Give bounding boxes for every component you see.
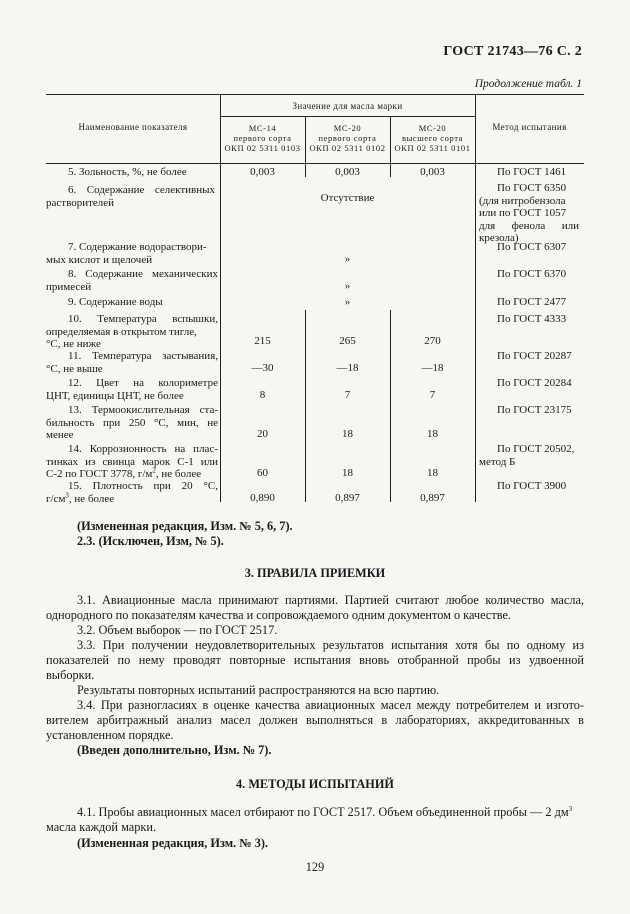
row-6-name: 6. Содержание селективных растворителей bbox=[46, 184, 215, 209]
row-13-value-3: 18 bbox=[427, 428, 438, 440]
row-5-value-2: 0,003 bbox=[335, 166, 360, 178]
grade-header-1: МС-14 первого сорта ОКП 02 5311 0103 bbox=[224, 123, 301, 153]
column-header-name: Наименование показателя bbox=[78, 122, 188, 132]
section-4-amendment-note: (Измененная редакция, Изм. № 3). bbox=[77, 836, 269, 850]
row-7-value-merged: » bbox=[344, 253, 351, 265]
row-12-method: По ГОСТ 20284 bbox=[497, 377, 572, 389]
row-5-value-1: 0,003 bbox=[250, 166, 275, 178]
row-6-value-merged: Отсутствие bbox=[320, 192, 375, 204]
table-continuation-label: Продолжение табл. 1 bbox=[474, 78, 582, 90]
row-6-method: По ГОСТ 6350 (для нитробензола или по ГОСТ 1057 для фенола или крезола) bbox=[479, 182, 579, 244]
section-3-paragraph-results: Результаты повторных испытаний распространяются на всю партию. bbox=[77, 683, 440, 697]
row-15-value-1: 0,890 bbox=[250, 492, 275, 504]
row-9-name: 9. Содержание воды bbox=[68, 296, 163, 308]
section-4-title: 4. МЕТОДЫ ИСПЫТАНИЙ bbox=[236, 777, 394, 791]
column-header-values-group: Значение для масла марки bbox=[292, 101, 403, 111]
row-11-name: 11. Температура застывания, °С, не выше bbox=[46, 350, 218, 375]
row-14-name: 14. Коррозионность на плас- тинках из свинца марок С-1 или С-2 по ГОСТ 3778, $г/м^2$, не более bbox=[46, 443, 218, 480]
row-12-value-2: 7 bbox=[344, 389, 351, 401]
row-11-value-1: —30 bbox=[251, 362, 274, 374]
section-3-paragraph-3-2: 3.2. Объем выборок — по ГОСТ 2517. bbox=[77, 623, 278, 637]
row-13-method: По ГОСТ 23175 bbox=[497, 404, 572, 416]
amendment-note-1: (Измененная редакция, Изм. № 5, 6, 7). bbox=[77, 519, 293, 533]
row-7-name: 7. Содержание водораствори- мых кислот и щелочей bbox=[46, 241, 207, 266]
page-number: 129 bbox=[305, 860, 325, 874]
row-8-value-merged: » bbox=[344, 280, 351, 292]
row-7-method: По ГОСТ 6307 bbox=[497, 241, 567, 253]
row-12-value-1: 8 bbox=[259, 389, 266, 401]
row-14-value-3: 18 bbox=[427, 467, 438, 479]
row-10-method: По ГОСТ 4333 bbox=[497, 313, 567, 325]
row-14-method: По ГОСТ 20502, метод Б bbox=[479, 443, 575, 468]
row-11-value-3: —18 bbox=[421, 362, 444, 374]
row-13-value-1: 20 bbox=[257, 428, 268, 440]
row-10-value-2: 265 bbox=[339, 335, 356, 347]
section-3-paragraph-3-4: 3.4. При разногласиях в оценке качества авиационных масел между потребителем и изгото- вителем арбитражный анализ масел должен выполняться в лабораториях, аккредитованных в установленном порядке. bbox=[46, 698, 584, 742]
row-10-value-3: 270 bbox=[424, 335, 441, 347]
column-header-method: Метод испытания bbox=[492, 122, 567, 132]
row-15-method: По ГОСТ 3900 bbox=[497, 480, 567, 492]
section-3-amendment-note: (Введен дополнительно, Изм. № 7). bbox=[77, 743, 272, 757]
row-14-value-2: 18 bbox=[342, 467, 353, 479]
grade-header-3: МС-20 высшего сорта ОКП 02 5311 0101 bbox=[394, 123, 471, 153]
row-9-method: По ГОСТ 2477 bbox=[497, 296, 567, 308]
row-8-name: 8. Содержание механических примесей bbox=[46, 268, 218, 293]
row-15-name: 15. Плотность при 20 °С, $г/см^3$, не более bbox=[46, 480, 218, 505]
row-15-value-2: 0,897 bbox=[335, 492, 360, 504]
section-3-paragraph-3-1: 3.1. Авиационные масла принимают партиями. Партией считают любое количество масла, однородного по показателям качества и сопровождаемого одним документом о качестве. bbox=[46, 593, 584, 622]
row-15-value-3: 0,897 bbox=[420, 492, 445, 504]
grade-header-2: МС-20 первого сорта ОКП 02 5311 0102 bbox=[309, 123, 386, 153]
row-14-value-1: 60 bbox=[257, 467, 268, 479]
row-13-value-2: 18 bbox=[342, 428, 353, 440]
row-11-value-2: —18 bbox=[336, 362, 359, 374]
row-5-value-3: 0,003 bbox=[420, 166, 445, 178]
row-10-value-1: 215 bbox=[254, 335, 271, 347]
section-3-paragraph-3-3: 3.3. При получении неудовлетворительных результатов испытания хотя бы по одному из показателей по нему проводят повторные испытания вновь отобранной пробы из удвоенной выборки. bbox=[46, 638, 584, 682]
amendment-note-2: 2.3. (Исключен, Изм, № 5). bbox=[77, 534, 224, 548]
section-4-paragraph-4-1: 4.1. Пробы авиационных масел отбирают по ГОСТ 2517. Объем объединенной пробы — 2 $дм^3$ масла каждой марки. bbox=[46, 804, 573, 834]
row-9-value-merged: » bbox=[344, 296, 351, 308]
section-3-title: 3. ПРАВИЛА ПРИЕМКИ bbox=[244, 566, 386, 580]
row-12-name: 12. Цвет на колориметре ЦНТ, единицы ЦНТ, не более bbox=[46, 377, 218, 402]
row-8-method: По ГОСТ 6370 bbox=[497, 268, 567, 280]
row-12-value-3: 7 bbox=[429, 389, 436, 401]
document-header: ГОСТ 21743—76 С. 2 bbox=[443, 44, 582, 59]
row-5-name: 5. Зольность, %, не более bbox=[68, 166, 187, 178]
row-5-method: По ГОСТ 1461 bbox=[497, 166, 567, 178]
row-13-name: 13. Термоокислительная ста- бильность при 250 °С, мин, не менее bbox=[46, 404, 218, 441]
row-11-method: По ГОСТ 20287 bbox=[497, 350, 572, 362]
row-10-name: 10. Температура вспышки, определяемая в открытом тигле, °С, не ниже bbox=[46, 313, 218, 350]
